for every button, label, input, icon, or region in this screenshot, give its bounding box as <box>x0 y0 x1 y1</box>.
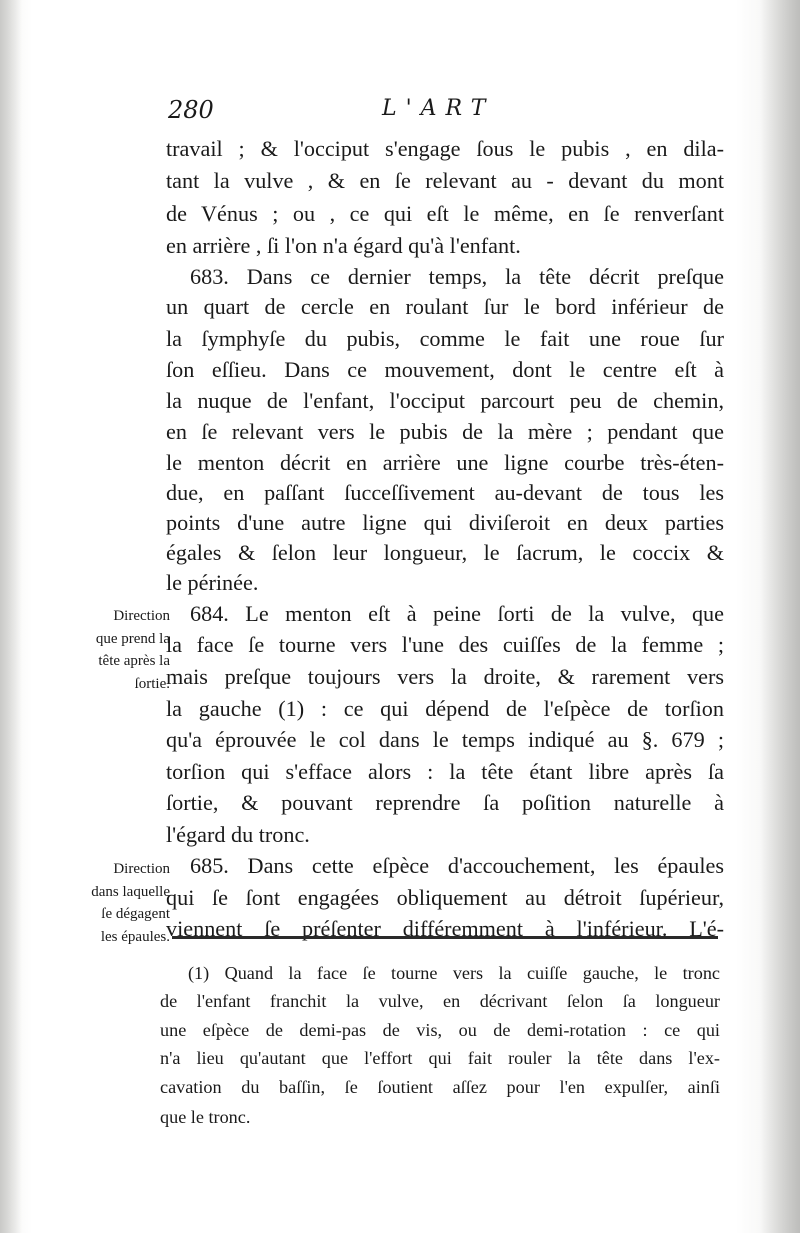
margin-note-line: ſortie. <box>134 675 170 692</box>
margin-note-line: que prend la <box>95 630 170 647</box>
body-line: points d'une autre ligne qui diviſeroit en deux parties <box>166 510 724 535</box>
margin-note-line: ſe dégagent <box>101 906 170 922</box>
margin-note-line: Direction <box>113 608 170 624</box>
paragraph-685-start: 685. Dans cette eſpèce d'accouchement, les épaules <box>190 853 724 878</box>
paragraph-683-start: 683. Dans ce dernier temps, la tête décrit preſque <box>190 264 724 289</box>
footnote-line: que le tronc. <box>160 1107 251 1127</box>
page-number: 280 <box>168 96 214 124</box>
body-line: la nuque de l'enfant, l'occiput parcourt peu de chemin, <box>166 388 724 413</box>
body-line: ſon eſſieu. Dans ce mouvement, dont le centre eſt à <box>166 357 724 382</box>
margin-note-shoulders-direction <box>28 858 170 948</box>
body-line: ſortie, & pouvant reprendre ſa poſition naturelle à <box>166 790 724 815</box>
margin-note-line: Direction <box>113 861 170 877</box>
margin-note-line: les épaules. <box>100 928 170 945</box>
body-line: due, en paſſant ſucceſſivement au-devant de tous les <box>166 480 724 505</box>
body-line: l'égard du tronc. <box>166 822 310 847</box>
body-line: torſion qui s'efface alors : la tête étant libre après ſa <box>166 759 724 784</box>
body-line: viennent ſe préſenter différemment à l'inférieur. L'é- <box>166 916 724 941</box>
body-line: le menton décrit en arrière une ligne courbe très-éten- <box>166 450 724 475</box>
body-line: la face ſe tourne vers l'une des cuiſſes de la femme ; <box>166 632 724 657</box>
body-line: en ſe relevant vers le pubis de la mère ; pendant que <box>166 419 724 444</box>
footnote-separator-rule <box>172 936 718 939</box>
footnote-line: (1) Quand la face ſe tourne vers la cuiſſe gauche, le tronc <box>188 963 720 983</box>
body-line: un quart de cercle en roulant ſur le bord inférieur de <box>166 294 724 319</box>
body-line: égales & ſelon leur longueur, le ſacrum, le coccix & <box>166 540 724 565</box>
margin-note-line: dans laquelle <box>91 883 170 900</box>
running-title: L'ART <box>382 96 495 121</box>
footnote-line: une eſpèce de demi-pas de vis, ou de demi-rotation : ce qui <box>160 1020 720 1040</box>
body-line: qui ſe ſont engagées obliquement au détroit ſupérieur, <box>166 885 724 910</box>
page-left-edge-shadow <box>0 0 22 1233</box>
page-right-edge-shadow <box>760 0 800 1233</box>
body-line: le périnée. <box>166 570 259 595</box>
margin-note-line: tête après la <box>98 653 170 669</box>
body-line: mais preſque toujours vers la droite, & rarement vers <box>166 664 724 689</box>
body-line: en arrière , ſi l'on n'a égard qu'à l'enfant. <box>166 233 521 258</box>
footnote-line: cavation du baſſin, ſe ſoutient aſſez pour l'en expulſer, ainſi <box>160 1077 720 1097</box>
body-line: tant la vulve , & en ſe relevant au - devant du mont <box>166 168 724 193</box>
page-header <box>168 96 720 130</box>
footnote-line: n'a lieu qu'autant que l'effort qui fait rouler la tête dans l'ex- <box>160 1048 720 1068</box>
body-line: la gauche (1) : ce qui dépend de l'eſpèce de torſion <box>166 696 724 721</box>
body-line: qu'a éprouvée le col dans le temps indiqué au §. 679 ; <box>166 727 724 752</box>
paragraph-684-start: 684. Le menton eſt à peine ſorti de la vulve, que <box>190 601 724 626</box>
body-line: travail ; & l'occiput s'engage ſous le pubis , en dila- <box>166 136 724 161</box>
footnote-line: de l'enfant franchit la vulve, en décrivant ſelon ſa longueur <box>160 991 720 1011</box>
body-line: la ſymphyſe du pubis, comme le fait une roue ſur <box>166 326 724 351</box>
margin-note-face-direction <box>28 605 170 695</box>
body-line: de Vénus ; ou , ce qui eſt le même, en ſe renverſant <box>166 201 724 226</box>
